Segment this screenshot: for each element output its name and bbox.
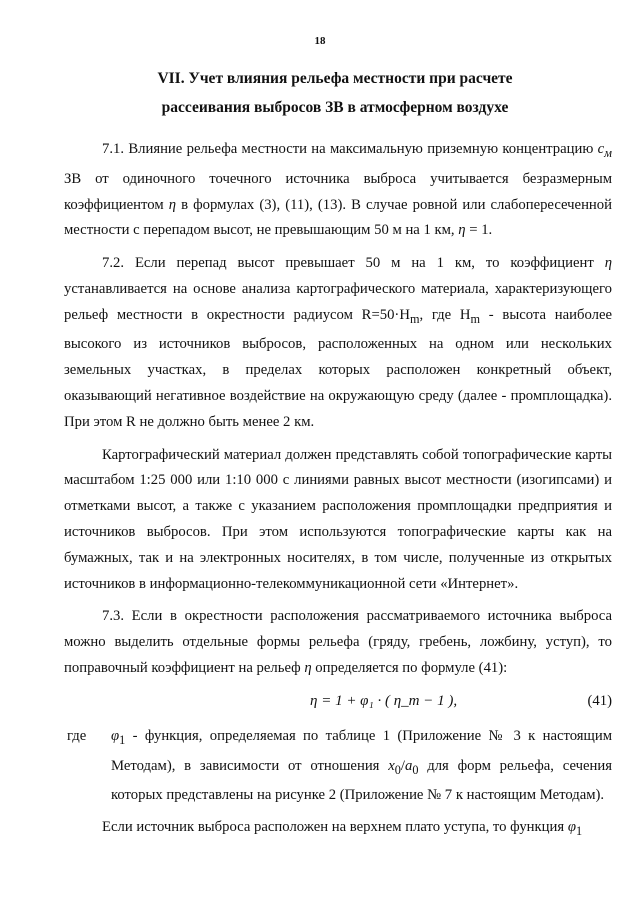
paragraph-7-1-text-c: в формулах (3), (11), (13). В случае ровной или слабопересеченной местности с перепадом высот, не превышающим 50 м на 1 км, bbox=[64, 196, 612, 239]
formula-41-row bbox=[64, 689, 612, 716]
where-definition bbox=[64, 724, 612, 809]
symbol-slash: / bbox=[400, 757, 405, 774]
section-heading bbox=[150, 64, 520, 122]
body-text bbox=[64, 137, 612, 851]
symbol-eta: η bbox=[604, 255, 612, 272]
section-heading-line-2: рассеивания выбросов ЗВ в атмосферном воздухе bbox=[161, 99, 509, 116]
paragraph-7-2-text-b: устанавливается на основе анализа картографического материала, характеризующего рельеф местности в окрестности радиусом R=50·H bbox=[64, 280, 612, 323]
symbol-c: c bbox=[597, 141, 605, 157]
symbol-a-subscript: 0 bbox=[412, 762, 419, 777]
symbol-c-m bbox=[597, 141, 612, 160]
page-number: 18 bbox=[314, 35, 326, 47]
formula-41-number: (41) bbox=[587, 692, 612, 709]
paragraph-7-2-text-a: 7.2. Если перепад высот превышает 50 м на 1 км, то коэффициент bbox=[102, 255, 605, 272]
symbol-phi: φ bbox=[111, 727, 120, 744]
symbol-eta: η bbox=[168, 196, 176, 213]
paragraph-7-2-text-d: - высота наиболее высокого из источников выбросов, расположенных на одном или нескольких земельных участках, в пределах которых расположен конкретный объект, оказывающий негативное воздействие на окружающую среду (далее - промплощадка). При этом R не должно быть менее 2 км. bbox=[64, 306, 612, 430]
symbol-eta: η bbox=[304, 660, 312, 677]
paragraph-plateau-text: Если источник выброса расположен на верхнем плато уступа, то функция bbox=[102, 819, 568, 836]
where-text-b: для форм рельефа, сечения которых представлены на рисунке 2 (Приложение № 7 к настоящим Методам). bbox=[111, 757, 612, 804]
paragraph-7-1-text-b: ЗВ от одиночного точечного источника выброса учитывается безразмерным коэффициентом bbox=[64, 170, 612, 213]
where-text-a: - функция, определяемая по таблице 1 (Приложение № 3 к настоящим Методам), в зависимости от отношения bbox=[111, 727, 612, 774]
symbol-phi: φ bbox=[567, 819, 576, 836]
section-heading-line-1: VII. Учет влияния рельефа местности при расчете bbox=[157, 70, 513, 87]
symbol-phi-subscript: 1 bbox=[119, 732, 126, 747]
where-content bbox=[111, 724, 612, 809]
symbol-a: a bbox=[404, 757, 413, 774]
subscript-m: m bbox=[470, 311, 481, 326]
paragraph-cartographic: Картографический материал должен представлять собой топографические карты масштабом 1:25 000 или 1:10 000 с линиями равных высот местности (изогипсами) и отметками высот, а также с указанием расположения промплощадки предприятия и источников выбросов. При этом используются топографические карты как на бумажных, так и на электронных носителях, в том числе, полученные из открытых источников в информационно-телекоммуникационной сети «Интернет». bbox=[64, 446, 612, 592]
symbol-x-subscript: 0 bbox=[394, 762, 401, 777]
paragraph-plateau bbox=[64, 815, 612, 845]
paragraph-7-1-text-a: 7.1. Влияние рельефа местности на максимальную приземную концентрацию bbox=[102, 141, 594, 157]
paragraph-7-1-text-d: = 1. bbox=[465, 222, 493, 239]
symbol-x: x bbox=[388, 757, 395, 774]
symbol-c-subscript: м bbox=[604, 145, 612, 160]
paragraph-7-2-text-c: , где H bbox=[419, 306, 471, 323]
paragraph-7-3-text-b: определяется по формуле (41): bbox=[311, 660, 508, 677]
formula-41: η = 1 + φ₁ · ( η_m − 1 ), bbox=[310, 692, 458, 709]
paragraph-7-1 bbox=[64, 137, 612, 244]
subscript-m: m bbox=[409, 311, 420, 326]
paragraph-7-3 bbox=[64, 604, 612, 681]
symbol-phi-subscript: 1 bbox=[575, 824, 583, 839]
paragraph-7-2 bbox=[64, 251, 612, 436]
paragraph-7-3-text-a: 7.3. Если в окрестности расположения рассматриваемого источника выброса можно выделить отдельные формы рельефа (гряду, гребень, ложбину, уступ), то поправочный коэффициент на рельеф bbox=[64, 608, 612, 677]
where-label: где bbox=[67, 727, 87, 744]
symbol-eta: η bbox=[458, 222, 466, 239]
